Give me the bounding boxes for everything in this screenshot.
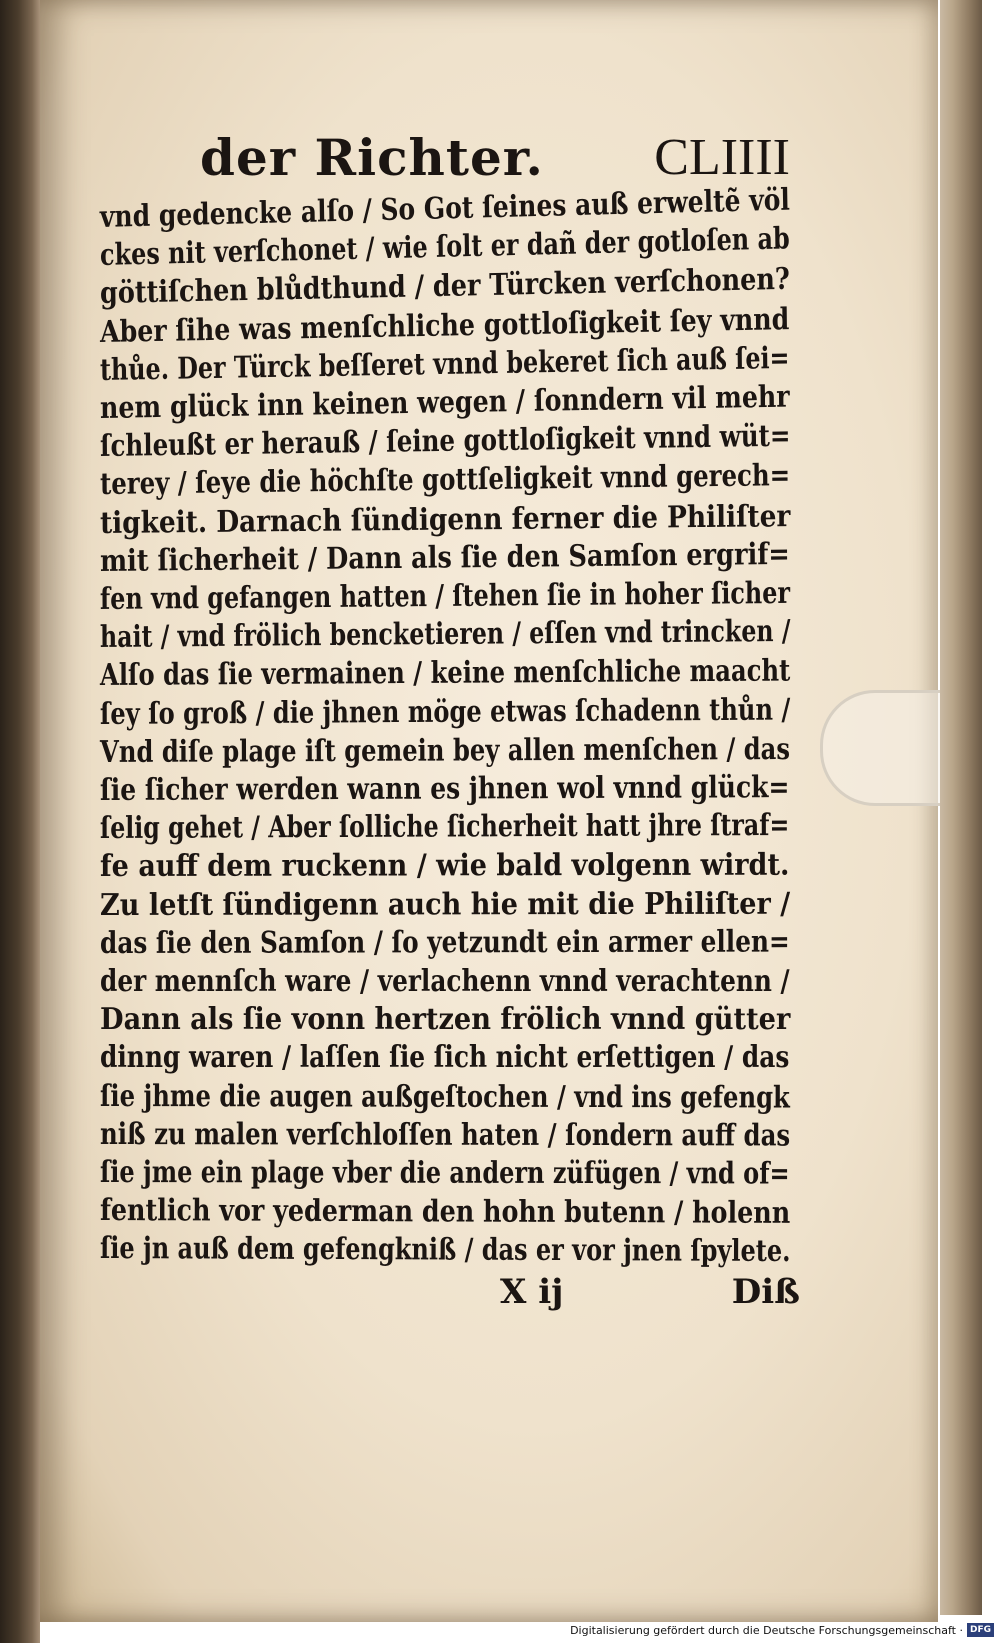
book-right-edge: [940, 0, 982, 1615]
dfg-logo: DFG: [967, 1623, 994, 1637]
catchword: Diß: [731, 1272, 800, 1312]
folio-number: CLIIII: [654, 129, 790, 186]
text-line: Zu letſt ſündigenn auch hie mit die Philiſter /: [99, 886, 791, 923]
text-line: Vnd diſe plage iſt gemein bey allen menſchen / das: [99, 731, 791, 770]
text-line: tigkeit. Darnach ſündigenn ferner die Philiſter: [99, 498, 791, 541]
digitization-footer: [570, 1621, 994, 1639]
text-line: ckes nit verſchonet / wie ſolt er dañ der gotloſen ab: [99, 221, 790, 274]
text-line: hait / vnd frölich bencketieren / eſſen vnd trincken /: [99, 614, 791, 656]
text-line: das ſie den Samſon / ſo yetzundt ein armer ellen=: [99, 924, 790, 961]
text-line: vnd gedencke alſo / So Got ſeines auß erweltẽ völ: [99, 182, 791, 235]
margin-strip: [982, 0, 1000, 1643]
text-line: niß zu malen verſchloſſen haten / ſondern auff das: [99, 1116, 791, 1154]
text-line: terey / ſeye die höchſte gottſeligkeit vnnd gerech=: [99, 458, 791, 503]
page-foot: [500, 1272, 800, 1322]
text-line: fe auff dem ruckenn / wie bald volgenn wirdt.: [99, 848, 790, 885]
text-line: ſie jn auß dem gefengkniß / das er vor jnen ſpylete.: [99, 1231, 791, 1270]
text-line: ſchleußt er herauß / ſeine gottloſigkeit vnnd wüt=: [99, 418, 791, 465]
book-left-edge: [0, 0, 40, 1643]
text-line: ſelig gehet / Aber ſolliche ſicherheit hatt jhre ſtraf=: [99, 808, 790, 847]
text-line: ſie jhme die augen außgeſtochen / vnd ins gefengk: [99, 1078, 790, 1116]
text-line: dinng waren / laſſen ſie ſich nicht erſettigen / das: [100, 1040, 790, 1076]
text-line: thůe. Der Türck beſſeret vnnd bekeret ſich auß ſei=: [99, 340, 790, 388]
text-line: mit ſicherheit / Dann als ſie den Samſon ergrif=: [99, 536, 790, 579]
text-line: Dann als ſie vonn hertzen frölich vnnd gütter: [100, 1002, 791, 1038]
text-line: nem glück inn keinen wegen / ſonndern vil mehr: [99, 379, 790, 426]
text-line: Alſo das ſie vermainen / keine menſchliche maacht: [99, 653, 791, 694]
text-line: fen vnd gefangen hatten / ſtehen ſie in hoher ſicher: [99, 575, 791, 617]
text-line: göttiſchen blůdthund / der Türcken verſchonen?: [99, 262, 791, 312]
running-head: der Richter.: [200, 128, 544, 187]
text-line: ſey ſo groß / die jhnen möge etwas ſchadenn thůn /: [99, 692, 791, 732]
text-line: fentlich vor yederman den hohn butenn / holenn: [99, 1193, 791, 1232]
text-line: ſie jme ein plage vber die andern züfügen / vnd of=: [99, 1155, 790, 1192]
text-line: Aber ſihe was menſchliche gottloſigkeit ſey vnnd: [99, 301, 790, 350]
text-line: ſie ſicher werden wann es jhnen wol vnnd glück=: [99, 770, 790, 808]
signature-mark: X ij: [500, 1272, 564, 1312]
footer-credit: Digitalisierung gefördert durch die Deutsche Forschungsgemeinschaft ·: [570, 1623, 963, 1637]
text-line: der mennſch ware / verlachenn vnnd verachtenn /: [100, 964, 790, 999]
